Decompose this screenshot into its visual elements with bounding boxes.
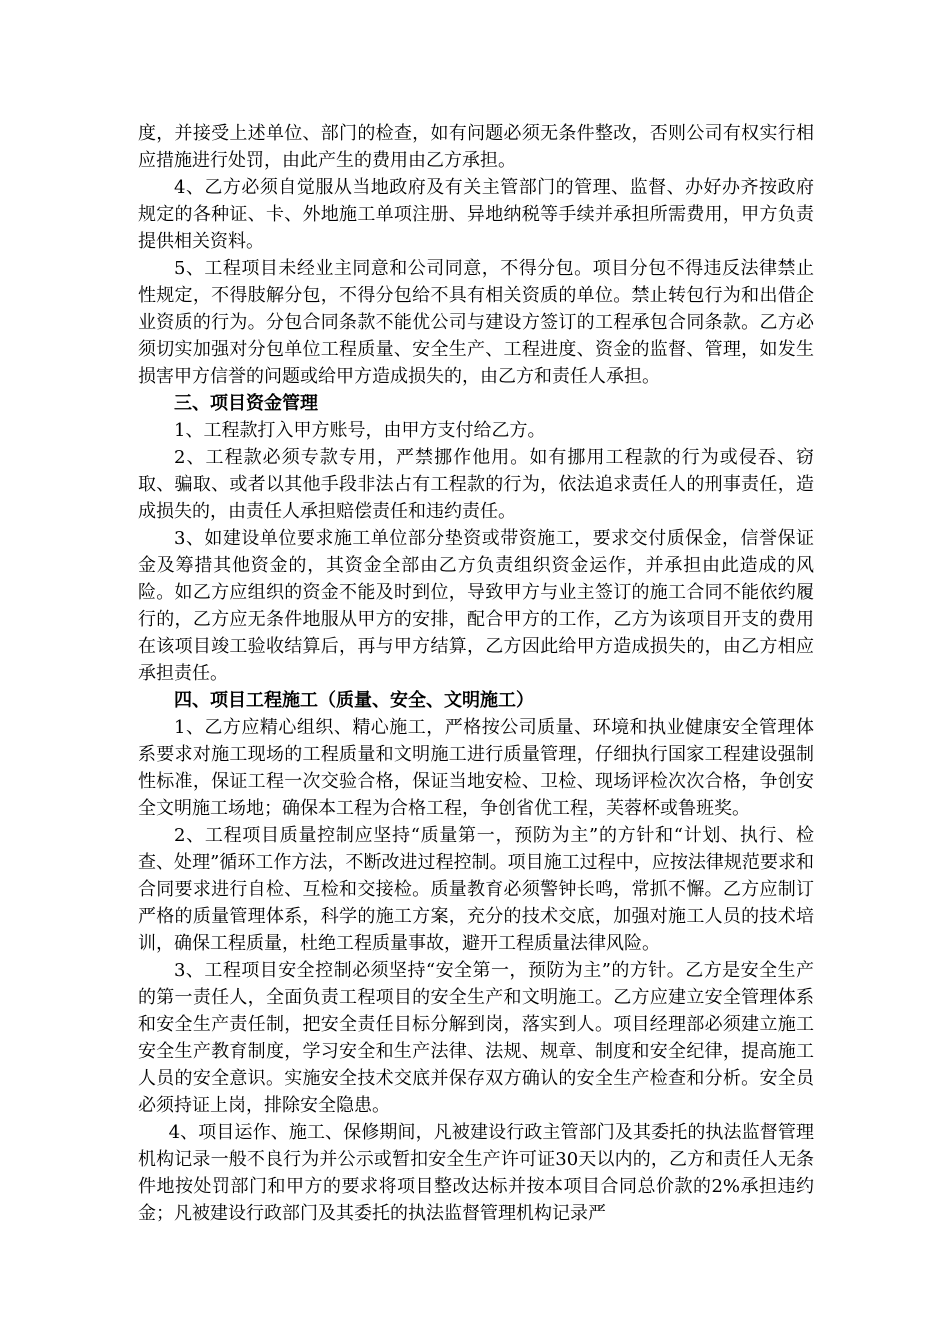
paragraph-item-4: 4、乙方必须自觉服从当地政府及有关主管部门的管理、监督、办好办齐按政府规定的各种证、卡、外地施工单项注册、异地纳税等手续并承担所需费用，甲方负责提供相关资料。 bbox=[138, 177, 814, 252]
paragraph-construction-1: 1、乙方应精心组织、精心施工，严格按公司质量、环境和执业健康安全管理体系要求对施工现场的工程质量和文明施工进行质量管理，仔细执行国家工程建设强制性标准，保证工程一次交验合格，保证当地安检、卫检、现场评检次次合格，争创安全文明施工场地；确保本工程为合格工程，争创省优工程，芙蓉杯或鲁班奖。 bbox=[138, 717, 814, 819]
paragraph-funds-1: 1、工程款打入甲方账号，由甲方支付给乙方。 bbox=[174, 420, 546, 441]
section-heading-4: 四、项目工程施工（质量、安全、文明施工） bbox=[174, 690, 534, 711]
section-heading-3: 三、项目资金管理 bbox=[174, 393, 318, 414]
paragraph-construction-2: 2、工程项目质量控制应坚持“质量第一，预防为主”的方针和“计划、执行、检查、处理”循环工作方法，不断改进过程控制。项目施工过程中，应按法律规范要求和合同要求进行自检、互检和交接检。质量教育必须警钟长鸣，常抓不懈。乙方应制订严格的质量管理体系，科学的施工方案，充分的技术交底，加强对施工人员的技术培训，确保工程质量，杜绝工程质量事故，避开工程质量法律风险。 bbox=[138, 825, 814, 954]
paragraph-item-5: 5、工程项目未经业主同意和公司同意，不得分包。项目分包不得违反法律禁止性规定，不得肢解分包，不得分包给不具有相关资质的单位。禁止转包行为和出借企业资质的行为。分包合同条款不能优公司与建设方签订的工程承包合同条款。乙方必须切实加强对分包单位工程质量、安全生产、工程进度、资金的监督、管理，如发生损害甲方信誉的问题或给甲方造成损失的，由乙方和责任人承担。 bbox=[138, 258, 814, 387]
paragraph-funds-3: 3、如建设单位要求施工单位部分垫资或带资施工，要求交付质保金，信誉保证金及筹措其他资金的，其资金全部由乙方负责组织资金运作，并承担由此造成的风险。如乙方应组织的资金不能及时到位，导致甲方与业主签订的施工合同不能依约履行的，乙方应无条件地服从甲方的安排，配合甲方的工作，乙方为该项目开支的费用在该项目竣工验收结算后，再与甲方结算，乙方因此给甲方造成损失的，由乙方相应承担责任。 bbox=[138, 528, 814, 684]
paragraph-construction-4: 4、项目运作、施工、保修期间，凡被建设行政主管部门及其委托的执法监督管理机构记录一般不良行为并公示或暂扣安全生产许可证30天以内的，乙方和责任人无条件地按处罚部门和甲方的要求将项目整改达标并按本项目合同总价款的2%承担违约金；凡被建设行政部门及其委托的执法监督管理机构记录严 bbox=[138, 1122, 814, 1224]
paragraph-construction-3: 3、工程项目安全控制必须坚持“安全第一，预防为主”的方针。乙方是安全生产的第一责任人，全面负责工程项目的安全生产和文明施工。乙方应建立安全管理体系和安全生产责任制，把安全责任目标分解到岗，落实到人。项目经理部必须建立施工安全生产教育制度，学习安全和生产法律、法规、规章、制度和安全纪律，提高施工人员的安全意识。实施安全技术交底并保存双方确认的安全生产检查和分析。安全员必须持证上岗，排除安全隐患。 bbox=[138, 960, 814, 1116]
paragraph-funds-2: 2、工程款必须专款专用，严禁挪作他用。如有挪用工程款的行为或侵吞、窃取、骗取、或者以其他手段非法占有工程款的行为，依法追求责任人的刑事责任，造成损失的，由责任人承担赔偿责任和违约责任。 bbox=[138, 447, 814, 522]
document-body bbox=[138, 120, 814, 1227]
paragraph-continued: 度，并接受上述单位、部门的检查，如有问题必须无条件整改，否则公司有权实行相应措施进行处罚，由此产生的费用由乙方承担。 bbox=[138, 123, 814, 171]
